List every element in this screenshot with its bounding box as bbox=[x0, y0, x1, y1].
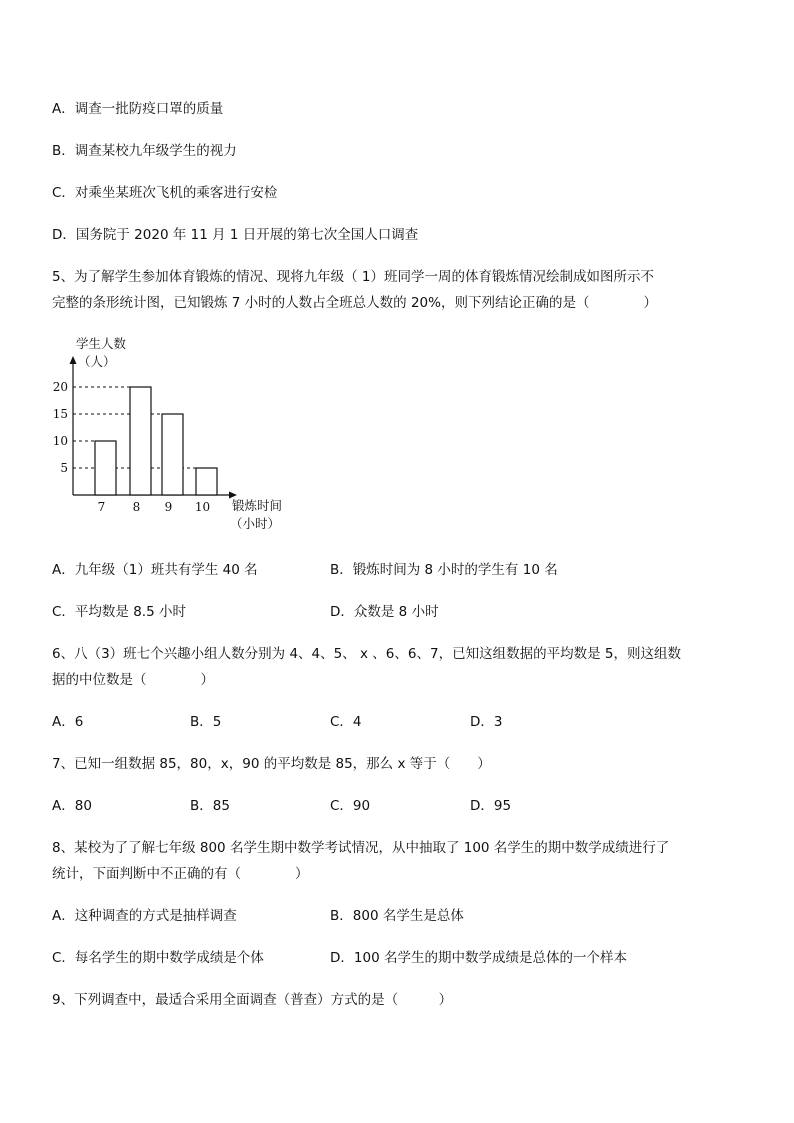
chart-bar bbox=[95, 441, 116, 495]
chart-xtick-label: 10 bbox=[194, 500, 211, 514]
q6-option-a: A．6 bbox=[52, 714, 84, 730]
q5-bar-chart bbox=[40, 330, 300, 540]
q7-option-c: C．90 bbox=[330, 798, 371, 814]
q5-stem-line1: 5、为了解学生参加体育锻炼的情况、现将九年级（ 1）班同学一周的体育锻炼情况绘制成如图所示不 bbox=[52, 269, 654, 285]
chart-xtick-label: 7 bbox=[97, 500, 106, 514]
q5-option-d: D．众数是 8 小时 bbox=[330, 604, 439, 620]
q5-option-a: A．九年级（1）班共有学生 40 名 bbox=[52, 562, 258, 578]
chart-y-axis-arrow bbox=[70, 356, 77, 364]
q7-option-b: B．85 bbox=[190, 798, 230, 814]
q8-stem-line1: 8、某校为了了解七年级 800 名学生期中数学考试情况，从中抽取了 100 名学生的期中数学成绩进行了 bbox=[52, 840, 670, 856]
q5-option-c: C．平均数是 8.5 小时 bbox=[52, 604, 186, 620]
q9-stem: 9、下列调查中，最适合采用全面调查（普查）方式的是（ ） bbox=[52, 992, 453, 1008]
q4-option-c: C．对乘坐某班次飞机的乘客进行安检 bbox=[52, 185, 278, 201]
chart-ytick-label: 5 bbox=[60, 461, 68, 475]
q6-option-c: C．4 bbox=[330, 714, 362, 730]
q5-option-b: B．锻炼时间为 8 小时的学生有 10 名 bbox=[330, 562, 558, 578]
q4-option-d: D．国务院于 2020 年 11 月 1 日开展的第七次全国人口调查 bbox=[52, 227, 419, 243]
chart-bar bbox=[130, 387, 151, 495]
chart-bar bbox=[196, 468, 217, 495]
chart-xlabel-line2: （小时） bbox=[230, 516, 281, 531]
chart-xtick-label: 9 bbox=[164, 500, 173, 514]
q4-option-b: B．调查某校九年级学生的视力 bbox=[52, 143, 237, 159]
q8-option-d: D．100 名学生的期中数学成绩是总体的一个样本 bbox=[330, 950, 627, 966]
chart-ylabel-line2: （人） bbox=[78, 354, 116, 369]
q4-option-a: A．调查一批防疫口罩的质量 bbox=[52, 101, 224, 117]
q8-option-a: A．这种调查的方式是抽样调查 bbox=[52, 908, 237, 924]
chart-ytick-label: 10 bbox=[52, 434, 68, 448]
chart-ytick-label: 15 bbox=[52, 407, 68, 421]
q7-stem: 7、已知一组数据 85，80，x，90 的平均数是 85，那么 x 等于（ ） bbox=[52, 756, 491, 772]
q7-option-d: D．95 bbox=[470, 798, 512, 814]
chart-xlabel-line1: 锻炼时间 bbox=[232, 498, 283, 513]
q8-option-b: B．800 名学生是总体 bbox=[330, 908, 464, 924]
q6-stem-line1: 6、八（3）班七个兴趣小组人数分别为 4、4、5、 x 、6、6、7，已知这组数据的平均数是 5，则这组数 bbox=[52, 646, 681, 662]
q8-option-c: C．每名学生的期中数学成绩是个体 bbox=[52, 950, 264, 966]
q8-stem-line2: 统计，下面判断中不正确的有（ ） bbox=[52, 866, 309, 882]
q7-option-a: A．80 bbox=[52, 798, 92, 814]
chart-ytick-label: 20 bbox=[52, 380, 68, 394]
q6-stem-line2: 据的中位数是（ ） bbox=[52, 672, 214, 688]
q5-stem-line2: 完整的条形统计图，已知锻炼 7 小时的人数占全班总人数的 20%，则下列结论正确的是（ ） bbox=[52, 295, 657, 311]
chart-xtick-label: 8 bbox=[132, 500, 141, 514]
q6-option-b: B．5 bbox=[190, 714, 222, 730]
chart-ylabel-line1: 学生人数 bbox=[76, 336, 127, 351]
q6-option-d: D．3 bbox=[470, 714, 503, 730]
chart-bar bbox=[162, 414, 183, 495]
